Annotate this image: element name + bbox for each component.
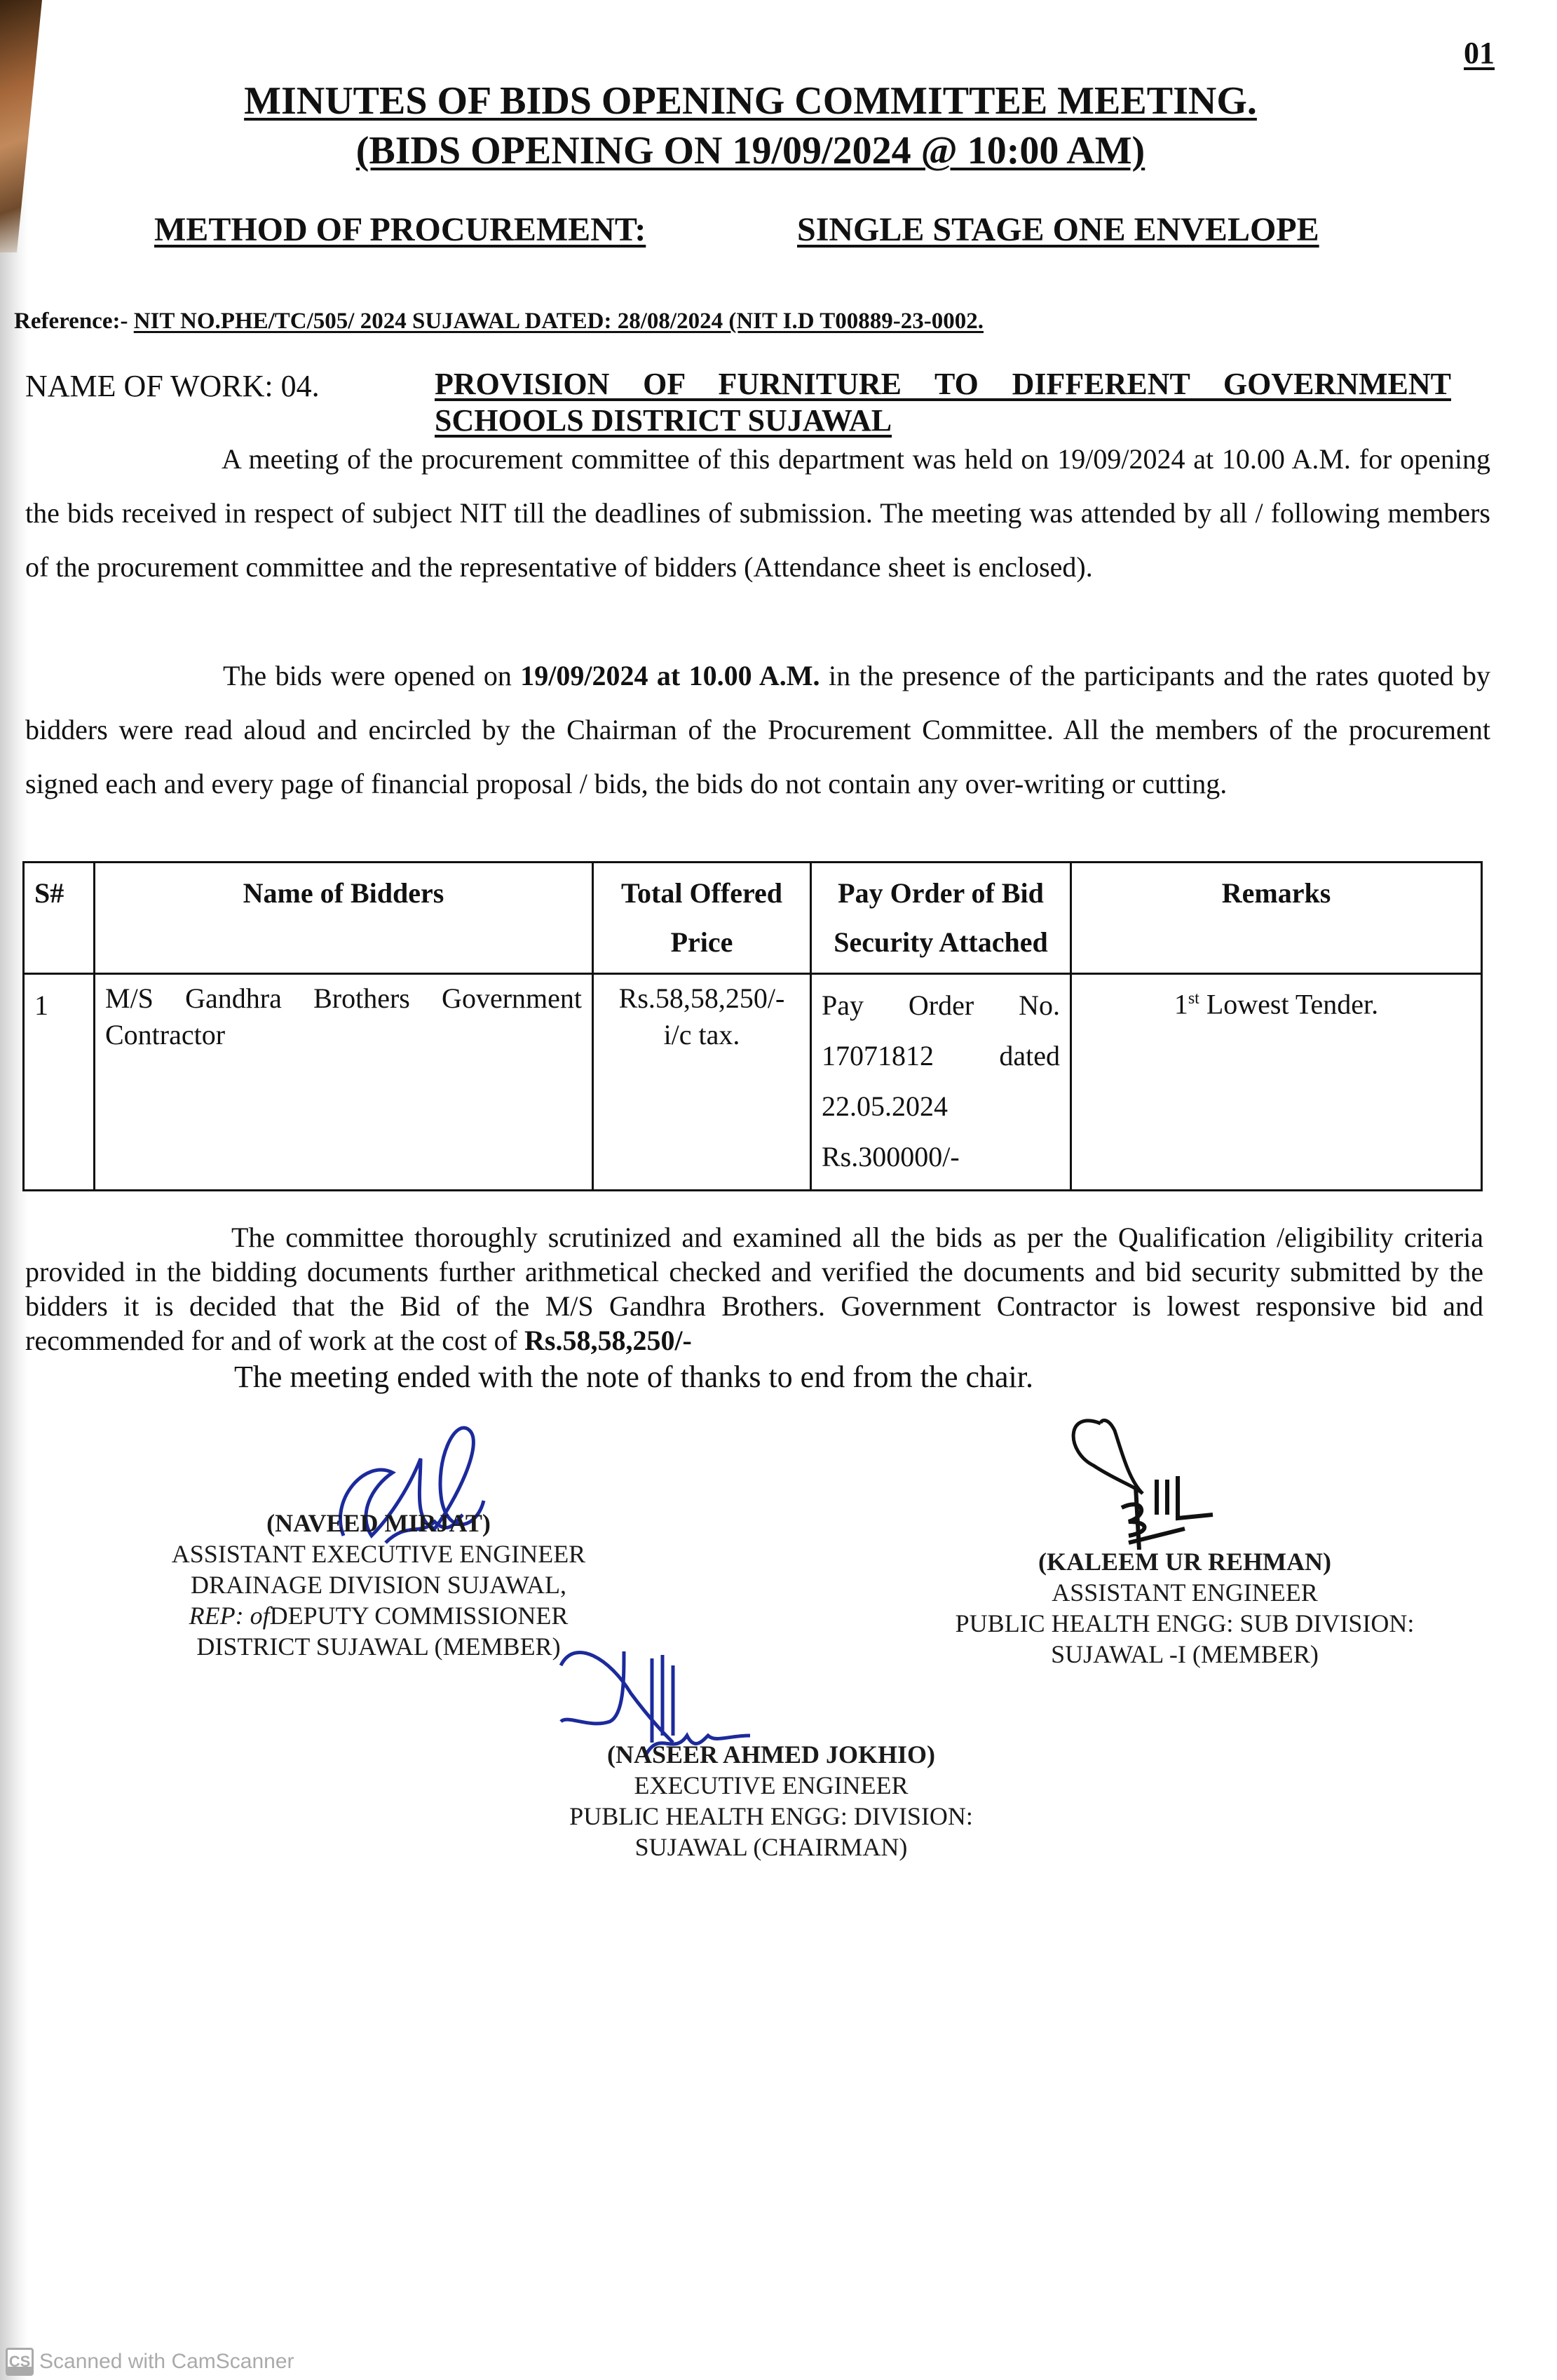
signatory-left-name: (NAVEED MIRJAT)	[266, 1509, 491, 1537]
signatory-right	[883, 1546, 1486, 1670]
signatory-left-role: DISTRICT SUJAWAL (MEMBER)	[196, 1632, 561, 1661]
signatory-left-division: DRAINAGE DIVISION SUJAWAL,	[190, 1571, 567, 1599]
title-line-1: MINUTES OF BIDS OPENING COMMITTEE MEETING.	[244, 79, 1257, 123]
signatory-right-name: (KALEEM UR REHMAN)	[1038, 1548, 1331, 1576]
scrutiny-amount: Rs.58,58,250/-	[524, 1325, 692, 1356]
work-title-line-2: SCHOOLS DISTRICT SUJAWAL	[435, 403, 892, 438]
pay-order-number-label: Pay Order No.	[822, 989, 1060, 1021]
cell-remarks	[1071, 974, 1482, 1191]
closing-line: The meeting ended with the note of thanks to end from the chair.	[234, 1360, 1034, 1394]
work-title-line-1: PROVISION OF FURNITURE TO DIFFERENT GOVERNMENT	[435, 367, 1451, 401]
remarks-text: Lowest Tender.	[1199, 988, 1379, 1020]
signatory-center-division: PUBLIC HEALTH ENGG: DIVISION:	[569, 1802, 973, 1830]
price-amount: Rs.58,58,250/-	[618, 982, 785, 1014]
camscanner-watermark	[6, 2348, 294, 2376]
work-title	[435, 366, 1451, 439]
signatory-left-rep	[126, 1600, 631, 1631]
remarks-suffix: st	[1188, 989, 1199, 1008]
header-name: Name of Bidders	[95, 863, 593, 974]
paragraph-bids-opened	[25, 649, 1490, 811]
header-remarks: Remarks	[1071, 863, 1482, 974]
pay-order-number: 17071812 dated	[822, 1040, 1060, 1071]
bids-opened-prefix: The bids were opened on	[223, 660, 521, 691]
signatory-center-name: (NASEER AHMED JOKHIO)	[606, 1740, 936, 1769]
cell-bidder-name: M/S Gandhra Brothers Government Contractor	[95, 974, 593, 1191]
pay-order-amount: Rs.300000/-	[822, 1141, 960, 1172]
remarks-rank: 1	[1174, 988, 1188, 1020]
bids-opened-datetime: 19/09/2024 at 10.00 A.M.	[520, 660, 820, 691]
scrutiny-text: The committee thoroughly scrutinized and examined all the bids as per the Qualification /eligibility criteria provided in the bidding documents further arithmetical checked and verified the documents and bid security submitted by the bidders it is decided that the Bid of the M/S Gandhra Brothers. Government Contractor is lowest responsive bid and recommended for and of work at the cost of	[25, 1222, 1483, 1356]
cell-sn: 1	[24, 974, 95, 1191]
document-title	[0, 79, 1557, 123]
signatory-right-division: PUBLIC HEALTH ENGG: SUB DIVISION:	[955, 1609, 1415, 1637]
camscanner-logo-icon: CS	[6, 2348, 34, 2376]
header-pay-order: Pay Order of Bid Security Attached	[811, 863, 1071, 974]
header-sn: S#	[24, 863, 95, 974]
signature-kaleem-ur-rehman	[1052, 1409, 1234, 1550]
rep-rest: DEPUTY COMMISSIONER	[269, 1602, 569, 1630]
cell-price	[593, 974, 811, 1191]
signatory-center	[491, 1739, 1052, 1862]
rep-prefix: REP: of	[189, 1602, 270, 1630]
table-row	[24, 974, 1482, 1191]
reference-line	[14, 309, 984, 334]
reference-label: Reference:-	[14, 309, 128, 334]
signatory-right-role: SUJAWAL -I (MEMBER)	[1051, 1640, 1319, 1668]
reference-value: NIT NO.PHE/TC/505/ 2024 SUJAWAL DATED: 28/08/2024 (NIT I.D T00889-23-0002.	[133, 309, 984, 334]
method-value: SINGLE STAGE ONE ENVELOPE	[797, 211, 1319, 248]
title-line-2: (BIDS OPENING ON 19/09/2024 @ 10:00 AM)	[355, 129, 1145, 173]
work-label: NAME OF WORK: 04.	[25, 369, 320, 403]
bids-table	[22, 861, 1483, 1191]
paragraph-meeting-held: A meeting of the procurement committee of this department was held on 19/09/2024 at 10.00 A.M. for opening the bids received in respect of subject NIT till the deadlines of submission. The meeting was attended by all / following members of the procurement committee and the representative of bidders (Attendance sheet is enclosed).	[25, 443, 1490, 583]
signatory-center-role: SUJAWAL (CHAIRMAN)	[634, 1833, 908, 1861]
signatory-right-title: ASSISTANT ENGINEER	[1052, 1578, 1318, 1607]
page-number: 01	[1464, 36, 1495, 70]
pay-order-date: 22.05.2024	[822, 1090, 948, 1122]
bids-opened-rest: in the presence of the participants and the rates quoted by bidders were read aloud and encircled by the Chairman of the Procurement Committee. All the members of the procurement signed each and every page of financial proposal / bids, the bids do not contain any over-writing or cutting.	[25, 660, 1491, 799]
camscanner-text: Scanned with CamScanner	[39, 2350, 294, 2373]
signatory-center-title: EXECUTIVE ENGINEER	[634, 1771, 909, 1799]
price-tax-note: i/c tax.	[663, 1019, 740, 1050]
bids-table-header-row	[24, 863, 1482, 974]
paragraph-scrutiny	[25, 1220, 1483, 1358]
signatory-left-title: ASSISTANT EXECUTIVE ENGINEER	[171, 1540, 586, 1568]
cell-pay-order	[811, 974, 1071, 1191]
document-subtitle	[0, 128, 1557, 173]
header-price: Total Offered Price	[593, 863, 811, 974]
method-label: METHOD OF PROCUREMENT:	[154, 211, 646, 248]
